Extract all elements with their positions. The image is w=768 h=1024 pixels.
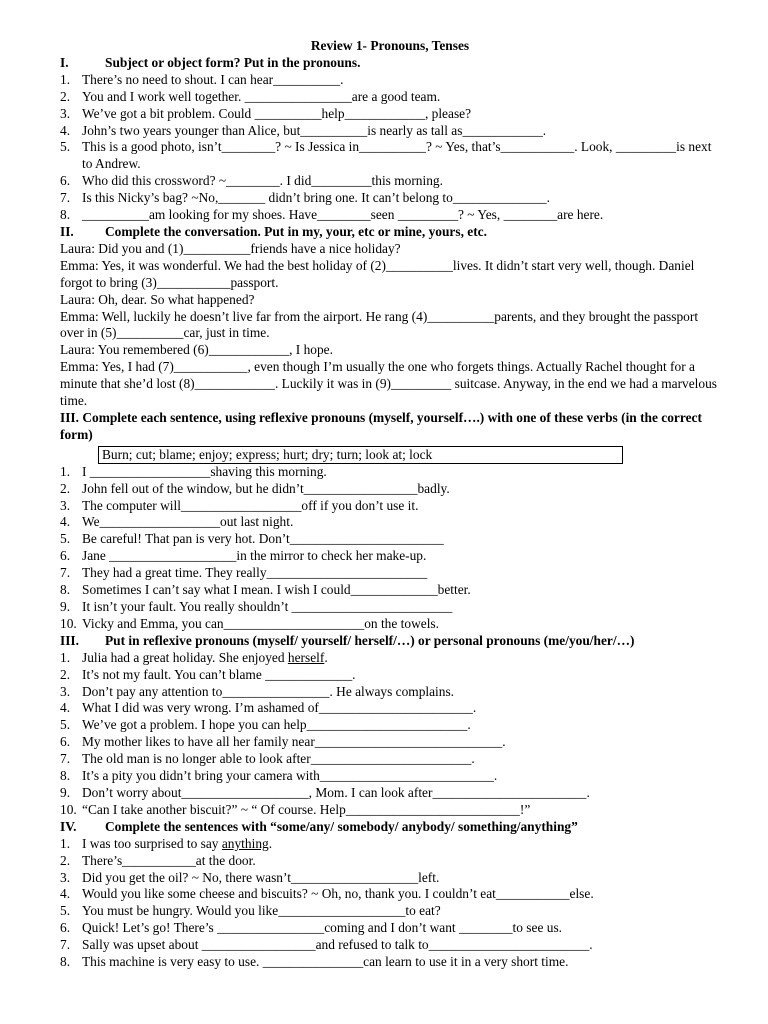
item-text: What I did was very wrong. I’m ashamed of_______________________. [82, 700, 477, 716]
item-text: There’s no need to shout. I can hear__________. [82, 71, 344, 87]
item-number: 4. [60, 886, 71, 902]
list-item [60, 599, 720, 616]
list-item [60, 937, 720, 954]
list-item [60, 139, 720, 173]
item-number: 9. [60, 784, 71, 800]
list-item [60, 481, 720, 498]
section-3-heading: III. Complete each sentence, using reflexive pronouns (myself, yourself….) with one of these verbs (in the correct form) [60, 409, 702, 442]
item-number: 5. [60, 139, 71, 155]
item-text: My mother likes to have all her family near____________________________. [82, 734, 506, 750]
section-1-heading [60, 55, 720, 72]
section-title: Subject or object form? Put in the pronouns. [105, 54, 361, 70]
list-item [60, 548, 720, 565]
item-text: It’s a pity you didn’t bring your camera with__________________________. [82, 768, 498, 784]
list-item [60, 190, 720, 207]
item-text: John’s two years younger than Alice, but__________is nearly as tall as____________. [82, 122, 547, 138]
list-item [60, 514, 720, 531]
item-text: “Can I take another biscuit?” ~ “ Of course. Help__________________________!” [82, 801, 531, 817]
item-text: Quick! Let’s go! There’s ________________coming and I don’t want ________to see us. [82, 920, 563, 936]
item-text: The computer will__________________off if you don’t use it. [82, 497, 419, 513]
section-title: Complete the conversation. Put in my, your, etc or mine, yours, etc. [105, 223, 487, 239]
item-text: We’ve got a bit problem. Could __________help____________, please? [82, 105, 472, 121]
dialogue-line: Emma: Well, luckily he doesn’t live far from the airport. He rang (4)__________parents, and they brought the passport over in (5)__________car, just in time. [60, 308, 699, 341]
list-item [60, 123, 720, 140]
item-number: 6. [60, 548, 71, 564]
item-text: They had a great time. They really________________________ [82, 565, 428, 581]
item-number: 6. [60, 920, 71, 936]
list-item [60, 954, 720, 971]
item-text: John fell out of the window, but he didn’t_________________badly. [82, 480, 450, 496]
section-number: I. [60, 54, 69, 70]
list-item [60, 616, 720, 633]
list-item [60, 734, 720, 751]
item-number: 4. [60, 700, 71, 716]
list-item [60, 650, 720, 667]
item-text: This is a good photo, isn’t________? ~ Is Jessica in__________? ~ Yes, that’s___________. Look, _________is next to Andrew. [82, 139, 712, 172]
list-item [60, 700, 720, 717]
item-number: 1. [60, 71, 71, 87]
item-text-prefix: Julia had a great holiday. She enjoyed [82, 649, 288, 665]
list-item [60, 498, 720, 515]
section-title: Put in reflexive pronouns (myself/ yourself/ herself/…) or personal pronouns (me/you/her/…) [105, 632, 635, 648]
item-number: 2. [60, 852, 71, 868]
list-item [60, 920, 720, 937]
item-number: 4. [60, 514, 71, 530]
item-number: 1. [60, 463, 71, 479]
dialogue-line: Laura: You remembered (6)____________, I hope. [60, 342, 333, 358]
item-text: I __________________shaving this morning. [82, 463, 327, 479]
list-item [60, 464, 720, 481]
item-text: Who did this crossword? ~________. I did_________this morning. [82, 173, 443, 189]
item-number: 3. [60, 869, 71, 885]
item-number: 10. [60, 615, 77, 631]
item-number: 6. [60, 173, 71, 189]
item-text: Sally was upset about _________________and refused to talk to________________________. [82, 937, 593, 953]
item-number: 10. [60, 801, 77, 817]
list-item [60, 853, 720, 870]
dialogue-line: Emma: Yes, I had (7)___________, even though I’m usually the one who forgets things. Actually Rachel thought for a minute that she’d lost (8)____________. Luckily it was in (9)_________ suitcase. Anyway, in the end we had a marvelous time. [60, 359, 718, 409]
item-number: 7. [60, 190, 71, 206]
item-text: Sometimes I can’t say what I mean. I wish I could_____________better. [82, 582, 471, 598]
item-number: 2. [60, 480, 71, 496]
page-title: Review 1- Pronouns, Tenses [310, 38, 470, 53]
item-text: Is this Nicky’s bag? ~No,_______ didn’t bring one. It can’t belong to______________. [82, 190, 550, 206]
item-text: We__________________out last night. [82, 514, 294, 530]
item-number: 8. [60, 207, 71, 223]
section-4-heading [60, 633, 720, 650]
item-number: 3. [60, 683, 71, 699]
dialogue-line: Emma: Yes, it was wonderful. We had the best holiday of (2)__________lives. It didn’t start very well, though. Daniel forgot to bring (3)___________passport. [60, 257, 695, 290]
section-title: Complete the sentences with “some/any/ somebody/ anybody/ something/anything” [105, 818, 578, 834]
list-item [60, 802, 720, 819]
example-answer: herself [287, 649, 325, 665]
list-item [60, 106, 720, 123]
section-3-items [60, 464, 720, 633]
list-item [60, 207, 720, 224]
item-text-suffix: . [268, 835, 273, 851]
conversation [60, 241, 720, 410]
list-item [60, 836, 720, 853]
item-text: Don’t pay any attention to________________. He always complains. [82, 683, 455, 699]
section-4-items [60, 650, 720, 819]
list-item [60, 768, 720, 785]
list-item [60, 89, 720, 106]
list-item [60, 717, 720, 734]
list-item [60, 72, 720, 89]
item-text: Don’t worry about___________________, Mom. I can look after_______________________. [82, 784, 590, 800]
list-item [60, 582, 720, 599]
list-item [60, 667, 720, 684]
verb-box: Burn; cut; blame; enjoy; express; hurt; dry; turn; look at; lock [98, 446, 623, 464]
list-item [60, 565, 720, 582]
item-number: 1. [60, 649, 71, 665]
item-number: 2. [60, 666, 71, 682]
item-number: 9. [60, 599, 71, 614]
list-item [60, 751, 720, 768]
item-text: This machine is very easy to use. _______________can learn to use it in a very short time. [82, 954, 569, 970]
item-number: 3. [60, 497, 71, 513]
item-number: 5. [60, 717, 71, 733]
item-number: 4. [60, 122, 71, 138]
item-text: The old man is no longer able to look after________________________. [82, 751, 475, 767]
dialogue-line: Laura: Did you and (1)__________friends have a nice holiday? [60, 240, 401, 256]
item-text: Vicky and Emma, you can_____________________on the towels. [82, 615, 439, 631]
list-item [60, 531, 720, 548]
item-text: You must be hungry. Would you like___________________to eat? [82, 903, 441, 919]
list-item [60, 886, 720, 903]
item-text: There’s___________at the door. [82, 852, 256, 868]
item-number: 7. [60, 937, 71, 953]
item-text [82, 650, 720, 667]
section-number: II. [60, 223, 74, 239]
section-5-items [60, 836, 720, 971]
list-item [60, 903, 720, 920]
item-text-suffix: . [324, 649, 328, 665]
section-5-heading [60, 819, 720, 836]
item-text: __________am looking for my shoes. Have________seen _________? ~ Yes, ________are here. [82, 207, 604, 223]
item-text: We’ve got a problem. I hope you can help________________________. [82, 717, 471, 733]
item-text: Did you get the oil? ~ No, there wasn’t___________________left. [82, 869, 440, 885]
item-text [82, 836, 720, 853]
section-number: III. [60, 632, 79, 648]
item-number: 3. [60, 105, 71, 121]
item-text: Would you like some cheese and biscuits? ~ Oh, no, thank you. I couldn’t eat___________else. [82, 886, 594, 902]
item-text: It isn’t your fault. You really shouldn’t ________________________ [82, 599, 453, 614]
item-number: 8. [60, 954, 71, 970]
item-number: 8. [60, 768, 71, 784]
item-number: 5. [60, 903, 71, 919]
section-2-heading [60, 224, 720, 241]
worksheet [60, 38, 720, 971]
item-text: Jane ___________________in the mirror to check her make-up. [82, 548, 427, 564]
item-number: 5. [60, 531, 71, 547]
dialogue-line: Laura: Oh, dear. So what happened? [60, 291, 255, 307]
example-answer: anything [221, 835, 269, 851]
item-number: 7. [60, 751, 71, 767]
item-number: 1. [60, 835, 71, 851]
list-item [60, 870, 720, 887]
item-number: 2. [60, 88, 71, 104]
item-text: You and I work well together. ________________are a good team. [82, 88, 441, 104]
item-text-prefix: I was too surprised to say [82, 835, 222, 851]
list-item [60, 173, 720, 190]
item-text: It’s not my fault. You can’t blame _____________. [82, 666, 356, 682]
item-number: 7. [60, 565, 71, 581]
item-text: Be careful! That pan is very hot. Don’t_______________________ [82, 531, 444, 547]
list-item [60, 785, 720, 802]
list-item [60, 684, 720, 701]
item-number: 8. [60, 582, 71, 598]
section-number: IV. [60, 818, 77, 834]
item-number: 6. [60, 734, 71, 750]
section-1-items [60, 72, 720, 224]
